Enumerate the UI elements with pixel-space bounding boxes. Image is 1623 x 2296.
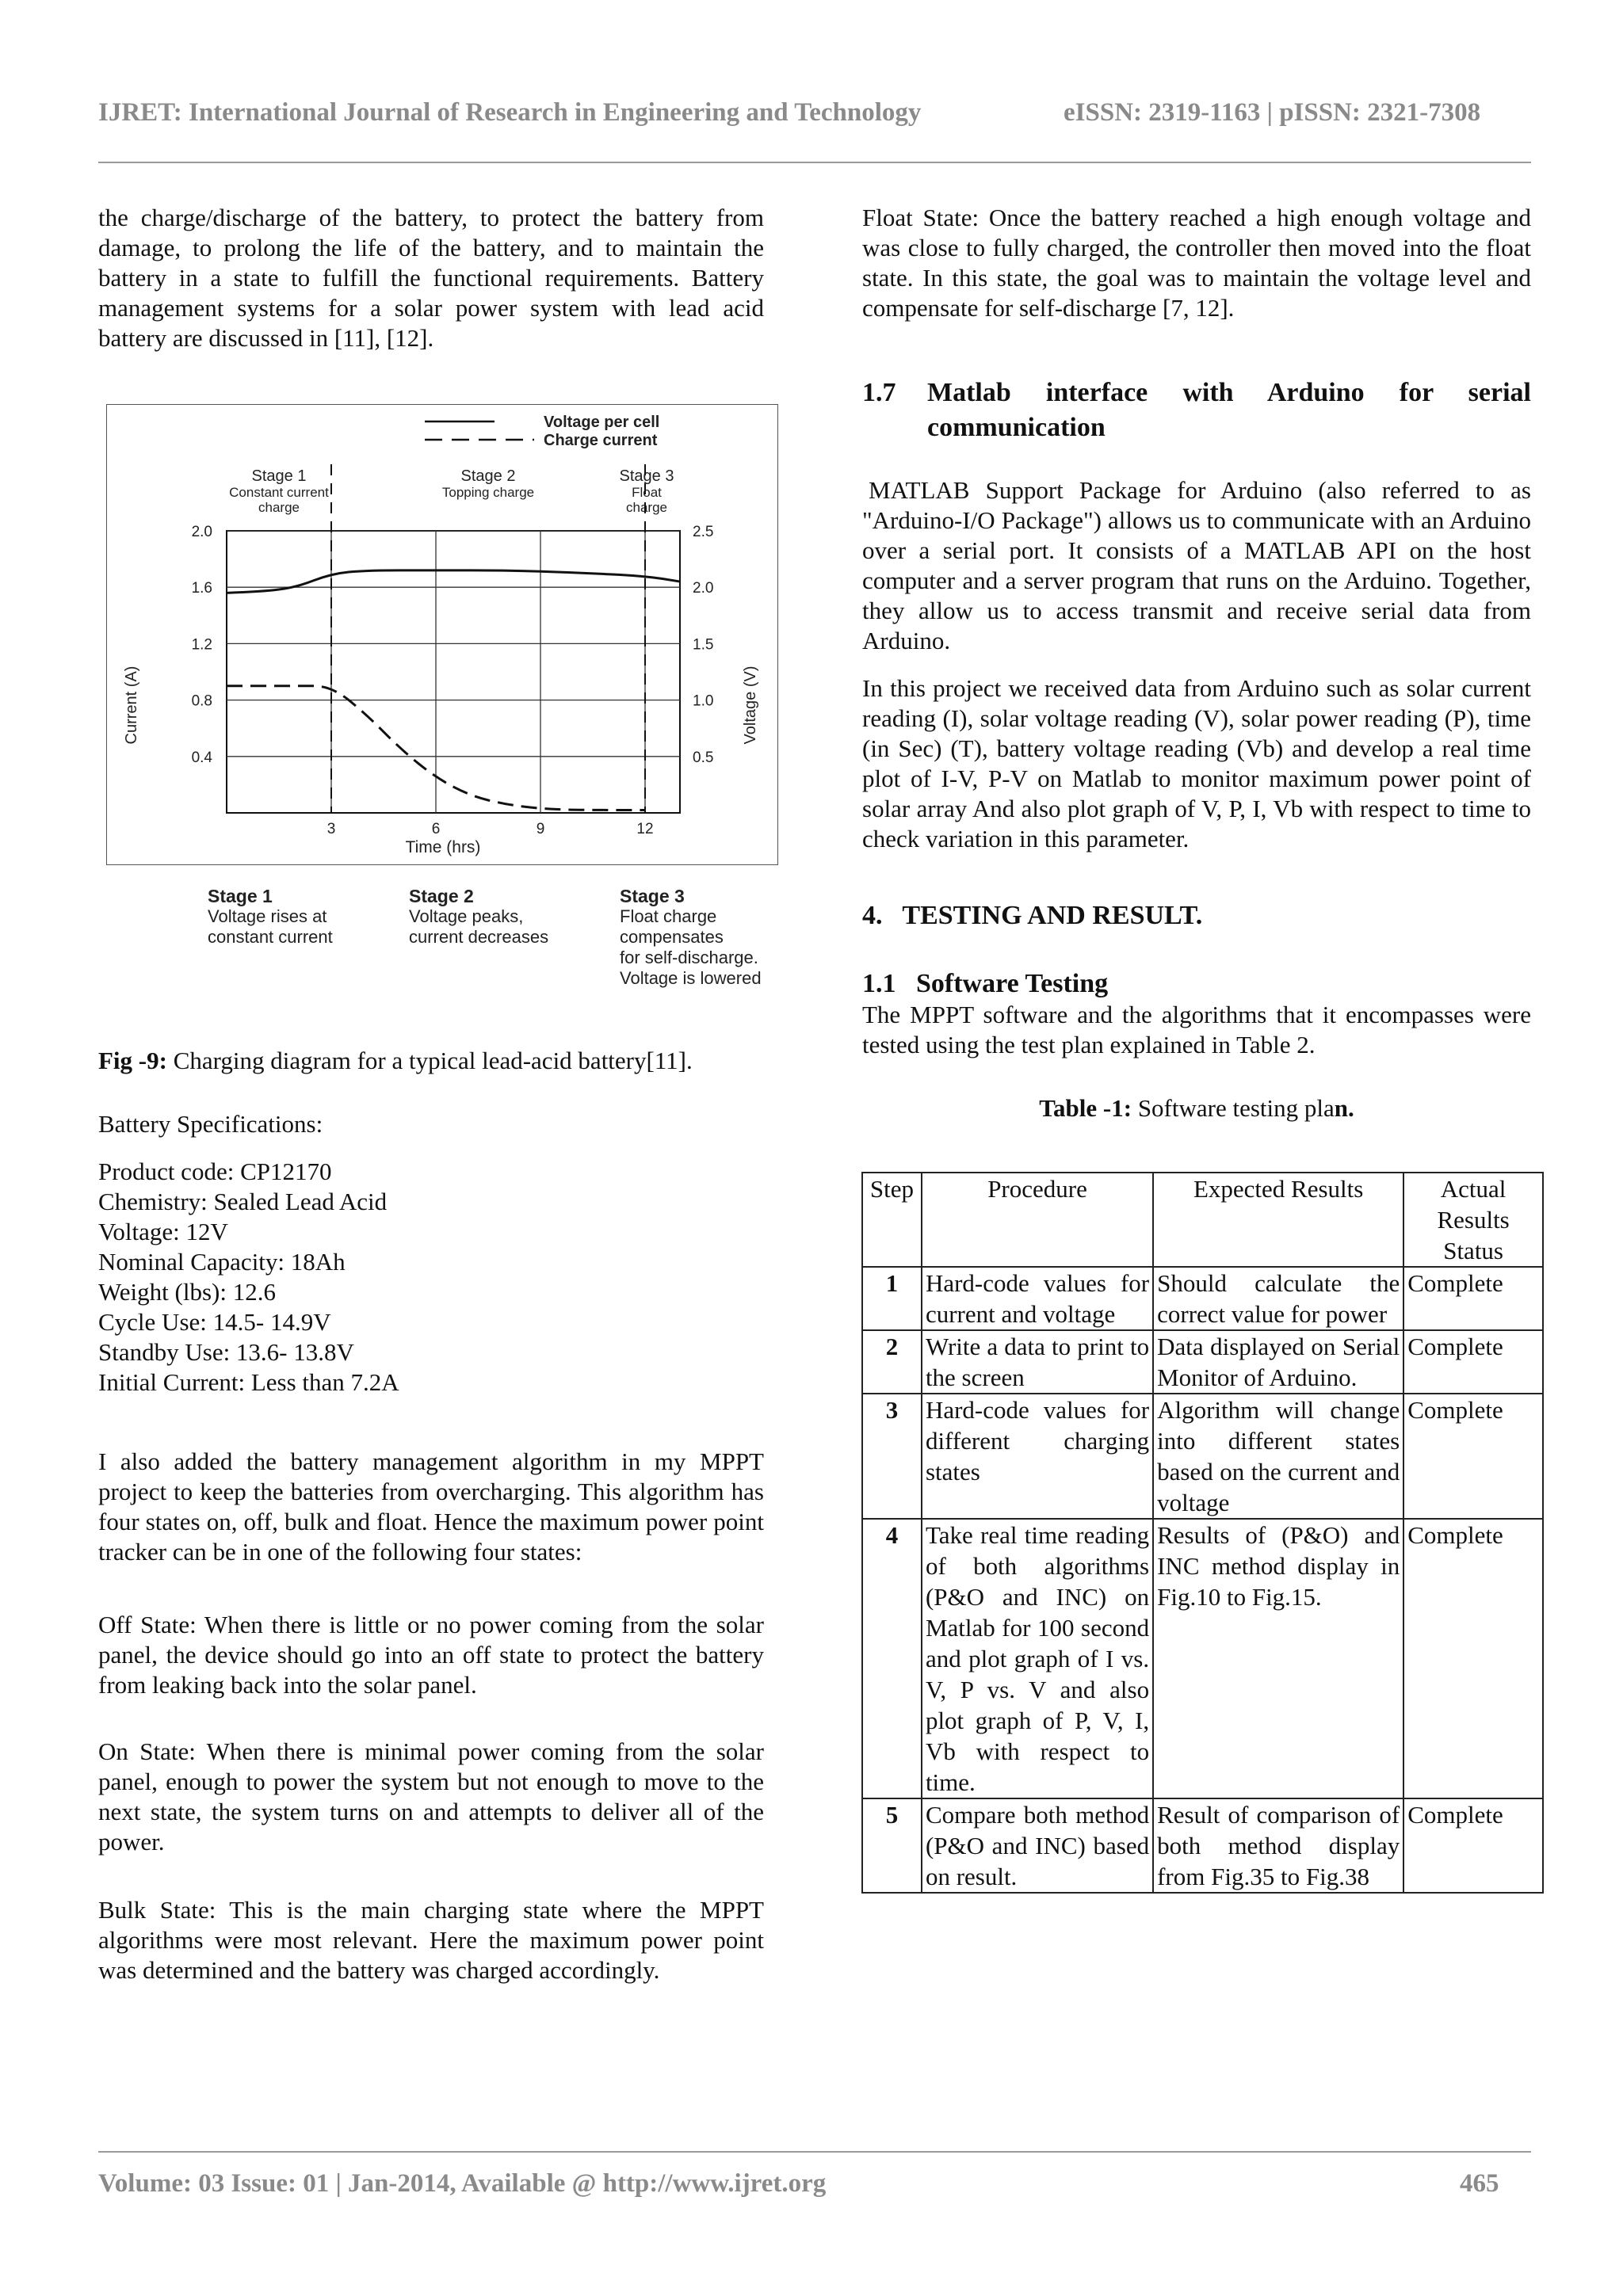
legend-current-label: Charge current	[544, 432, 658, 449]
left-intro	[98, 203, 764, 353]
charging-diagram	[106, 404, 785, 992]
plot-border	[227, 531, 680, 813]
cell-actual: Complete	[1403, 1519, 1543, 1798]
figure-caption-text: Charging diagram for a typical lead-acid battery[11].	[166, 1047, 693, 1074]
spec-item: Initial Current: Less than 7.2A	[98, 1368, 399, 1396]
caption-stage1	[208, 886, 333, 948]
header-rule	[98, 162, 1531, 163]
spec-item: Cycle Use: 14.5- 14.9V	[98, 1308, 331, 1336]
footer-volume: Volume: 03 Issue: 01 | Jan-2014, Available @ http://www.ijret.org	[98, 2169, 827, 2198]
table-row	[862, 1267, 1543, 1330]
caption-stage2-title: Stage 2	[409, 886, 474, 906]
cell-step: 2	[862, 1330, 922, 1394]
stage3-header: Stage 3	[619, 467, 674, 485]
p-bulk-state: Bulk State: This is the main charging state where the MPPT algorithms were most relevant. Here the maximum power point was determined and the battery was charged accordingly.	[98, 1896, 764, 1984]
table-row	[862, 1330, 1543, 1394]
cell-actual: Complete	[1403, 1267, 1543, 1330]
spec-item: Product code: CP12170	[98, 1158, 332, 1185]
float-state-paragraph	[862, 203, 1531, 323]
y-left-tick-label: 1.2	[191, 636, 212, 654]
caption-stage3	[620, 886, 762, 989]
stage-dividers	[331, 464, 645, 813]
p-on-state: On State: When there is minimal power coming from the solar panel, enough to power the system but not enough to move to the next state, the system turns on and attempts to deliver all of the power.	[98, 1737, 764, 1855]
section-1-1-heading: 1.1 Software Testing	[862, 969, 1109, 998]
header-actual: Actual Results Status	[1403, 1173, 1543, 1267]
cell-actual: Complete	[1403, 1394, 1543, 1519]
cell-expected: Should calculate the correct value for power	[1153, 1267, 1403, 1330]
section-4-heading: 4. TESTING AND RESULT.	[862, 901, 1203, 930]
page-number: 465	[1460, 2169, 1499, 2198]
table-row	[862, 1798, 1543, 1893]
y-left-tick-label: 0.8	[191, 692, 212, 710]
x-tick-label: 12	[636, 821, 654, 837]
figure-caption	[98, 1046, 764, 1076]
matlab-paragraph-2	[862, 673, 1531, 854]
cell-procedure: Take real time reading of both algorithms (P&O and INC) on Matlab for 100 second and plot graph of I vs. V, P vs. V and also plot graph of P, V, I, Vb with respect to time.	[922, 1519, 1153, 1798]
spec-item: Standby Use: 13.6- 13.8V	[98, 1338, 354, 1366]
stage3-sub2: charge	[626, 500, 667, 515]
y-right-tick-label: 2.0	[693, 580, 714, 597]
y-right-tick-label: 1.0	[693, 692, 714, 710]
stage1-sub1: Constant current	[229, 485, 329, 500]
y-left-tick-label: 1.6	[191, 580, 212, 597]
table-label: Table -1:	[1039, 1094, 1132, 1122]
cell-actual: Complete	[1403, 1330, 1543, 1394]
matlab-paragraph-1	[862, 475, 1531, 656]
cell-procedure: Write a data to print to the screen	[922, 1330, 1153, 1394]
stage2-header: Stage 2	[460, 467, 516, 485]
battery-specs	[98, 1109, 764, 1398]
spec-item: Voltage: 12V	[98, 1218, 228, 1245]
right-axis-label: Voltage (V)	[742, 666, 759, 745]
p-matlab-2: In this project we received data from Arduino such as solar current reading (I), solar voltage reading (V), solar power reading (P), time (in Sec) (T), battery voltage reading (Vb) and develop a real time plot of I-V, P-V on Matlab to monitor maximum power point of solar array And also plot graph of V, P, I, Vb with respect to time to check variation in this parameter.	[862, 674, 1531, 852]
bulk-state-paragraph	[98, 1895, 764, 1985]
caption-stage1-line2: constant current	[208, 927, 333, 947]
caption-stage3-line3: for self-discharge.	[620, 948, 758, 967]
left-axis-label: Current (A)	[123, 666, 140, 745]
caption-stage3-line1: Float charge	[620, 906, 717, 926]
on-state-paragraph	[98, 1737, 764, 1857]
cell-expected: Results of (P&O) and INC method display in Fig.10 to Fig.15.	[1153, 1519, 1403, 1798]
charging-chart	[106, 404, 785, 871]
issn: eISSN: 2319-1163 | pISSN: 2321-7308	[1064, 98, 1481, 127]
algorithm-paragraph	[98, 1447, 764, 1567]
p-algorithm: I also added the battery management algorithm in my MPPT project to keep the batteries from overcharging. This algorithm has four states on, off, bulk and float. Hence the maximum power point tracker can be in one of the following four states:	[98, 1447, 764, 1566]
spec-item: Weight (lbs): 12.6	[98, 1278, 276, 1306]
p-off-state: Off State: When there is little or no power coming from the solar panel, the device should go into an off state to protect the battery from leaking back into the solar panel.	[98, 1611, 764, 1699]
software-testing-table	[861, 1172, 1544, 1894]
spec-item: Nominal Capacity: 18Ah	[98, 1248, 346, 1276]
caption-stage2-line1: Voltage peaks,	[409, 906, 524, 926]
caption-stage3-line4: Voltage is lowered	[620, 968, 762, 988]
cell-procedure: Compare both method (P&O and INC) based on result.	[922, 1798, 1153, 1893]
intro-paragraph: the charge/discharge of the battery, to protect the battery from damage, to prolong the life of the battery, and to maintain the battery in a state to fulfill the functional requirements. Battery management systems for a solar power system with lead acid battery are discussed in [11], [12].	[98, 204, 764, 352]
x-tick-label: 6	[431, 821, 441, 837]
section-1-7-title: Matlab interface with Arduino for serial communication	[927, 378, 1531, 442]
voltage-per-cell-line	[227, 570, 680, 593]
cell-actual: Complete	[1403, 1798, 1543, 1893]
page-header	[0, 0, 1623, 166]
spec-heading: Battery Specifications:	[98, 1110, 323, 1138]
stage1-sub2: charge	[258, 500, 300, 515]
cell-expected: Result of comparison of both method display from Fig.35 to Fig.38	[1153, 1798, 1403, 1893]
table-row	[862, 1519, 1543, 1798]
cell-procedure: Hard-code values for different charging states	[922, 1394, 1153, 1519]
chart-series	[227, 570, 680, 810]
cell-step: 5	[862, 1798, 922, 1893]
section-1-7-number: 1.7	[862, 378, 896, 407]
cell-procedure: Hard-code values for current and voltage	[922, 1267, 1153, 1330]
caption-stage2	[409, 886, 548, 948]
y-right-tick-label: 1.5	[693, 636, 714, 654]
y-left-tick-label: 2.0	[191, 524, 212, 540]
header-step: Step	[862, 1173, 922, 1267]
table-header-row	[862, 1173, 1543, 1267]
header-expected: Expected Results	[1153, 1173, 1403, 1267]
off-state-paragraph	[98, 1610, 764, 1700]
table-caption-end: n.	[1334, 1094, 1354, 1122]
footer-rule	[98, 2151, 1531, 2153]
y-right-tick-label: 0.5	[693, 749, 714, 766]
cell-step: 1	[862, 1267, 922, 1330]
p-software-testing: The MPPT software and the algorithms that it encompasses were tested using the test plan explained in Table 2.	[862, 1001, 1531, 1058]
p-matlab-1: MATLAB Support Package for Arduino (also referred to as "Arduino-I/O Package") allows us to communicate with an Arduino over a serial port. It consists of a MATLAB API on the host computer and a server program that runs on the Arduino. Together, they allow us to access transmit and receive serial data from Arduino.	[862, 476, 1531, 654]
stage1-header: Stage 1	[251, 467, 307, 485]
header-procedure: Procedure	[922, 1173, 1153, 1267]
chart-grid	[227, 531, 680, 813]
x-tick-label: 3	[327, 821, 336, 837]
caption-stage3-line2: compensates	[620, 927, 724, 947]
software-testing-paragraph	[862, 1000, 1531, 1060]
figure-label: Fig -9:	[98, 1047, 167, 1074]
y-left-tick-label: 0.4	[191, 749, 212, 766]
cell-step: 4	[862, 1519, 922, 1798]
caption-stage3-title: Stage 3	[620, 886, 685, 906]
caption-stage2-line2: current decreases	[409, 927, 549, 947]
table-row	[862, 1394, 1543, 1519]
cell-expected: Data displayed on Serial Monitor of Arduino.	[1153, 1330, 1403, 1394]
caption-stage1-title: Stage 1	[208, 886, 273, 906]
y-right-tick-label: 2.5	[693, 524, 714, 540]
table-caption	[862, 1093, 1531, 1123]
journal-title: IJRET: International Journal of Research in Engineering and Technology	[98, 98, 922, 127]
stage2-sub1: Topping charge	[441, 485, 535, 500]
stage3-sub1: Float	[632, 485, 662, 500]
x-tick-label: 9	[536, 821, 545, 837]
caption-stage1-line1: Voltage rises at	[208, 906, 327, 926]
cell-step: 3	[862, 1394, 922, 1519]
legend-voltage-label: Voltage per cell	[544, 414, 660, 431]
spec-item: Chemistry: Sealed Lead Acid	[98, 1188, 388, 1215]
cell-expected: Algorithm will change into different states based on the current and voltage	[1153, 1394, 1403, 1519]
p-float-state: Float State: Once the battery reached a high enough voltage and was close to fully charged, the controller then moved into the float state. In this state, the goal was to maintain the voltage level and compensate for self-discharge [7, 12].	[862, 204, 1531, 322]
section-1-7-heading	[862, 376, 1531, 445]
x-axis-label: Time (hrs)	[405, 838, 481, 856]
table-caption-text: Software testing pla	[1132, 1094, 1335, 1122]
